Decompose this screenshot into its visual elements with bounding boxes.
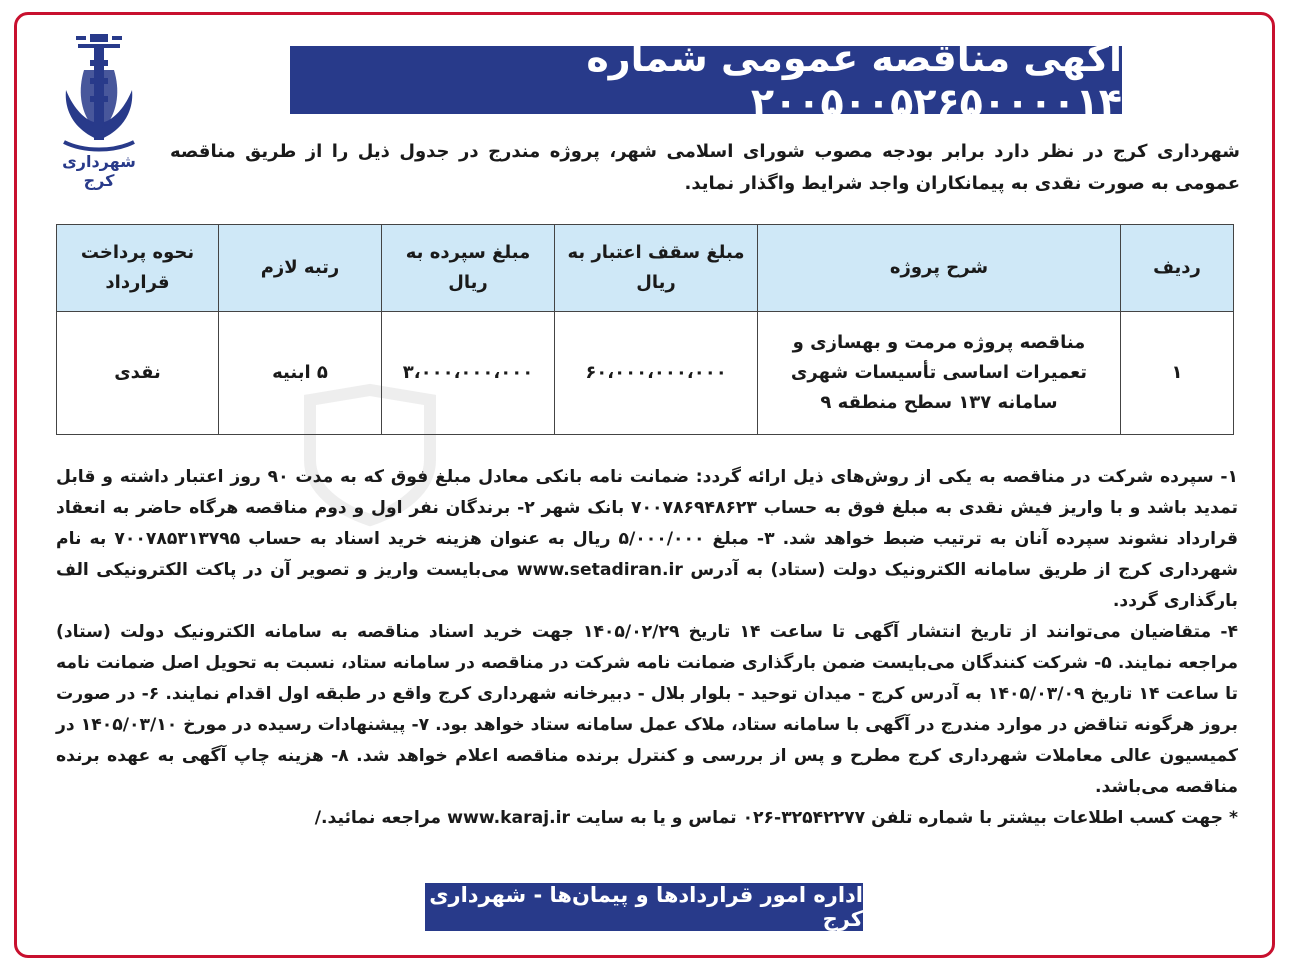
footer-department-label: اداره امور قراردادها و پیمان‌ها - شهرداری کرج [425,883,863,931]
intro-paragraph: شهرداری کرج در نظر دارد برابر بودجه مصوب شورای اسلامی شهر، پروژه مندرج در جدول ذیل را از طریق مناقصه عمومی به صورت نقدی به پیمانکاران واجد شرایط واگذار نماید. [170,141,1240,194]
table-row [57,312,1234,435]
projects-table [56,224,1234,435]
contact-note: * جهت کسب اطلاعات بیشتر با شماره تلفن ۳۲۵۴۲۲۷۷-۰۲۶ تماس و یا به سایت www.karaj.ir مراجعه نمائید./ [314,808,1238,828]
table-header-row [57,225,1234,312]
header-row-number: ردیف [1121,225,1234,312]
cell-row-number: ۱ [1121,312,1234,435]
cell-credit-ceiling: ۶۰،۰۰۰،۰۰۰،۰۰۰ [555,312,758,435]
header-credit-ceiling: مبلغ سقف اعتبار به ریال [555,225,758,312]
conditions-paragraph-2: ۴- متقاضیان می‌توانند از تاریخ انتشار آگهی تا ساعت ۱۴ تاریخ ۱۴۰۵/۰۲/۲۹ جهت خرید اسناد مناقصه به سامانه الکترونیک دولت (ستاد) مراجعه نمایند. ۵- شرکت کنندگان می‌بایست ضمن بارگذاری ضمانت نامه شرکت در مناقصه در سامانه ستاد، نسبت به تحویل اصل ضمانت نامه تا ساعت ۱۴ تاریخ ۱۴۰۵/۰۳/۰۹ به آدرس کرج - میدان توحید - بلوار بلال - دبیرخانه شهرداری کرج واقع در طبقه اول اقدام نمایند. ۶- در صورت بروز هرگونه تناقض در موارد مندرج در آگهی با سامانه ستاد، ملاک عمل سامانه ستاد خواهد بود. ۷- پیشنهادات رسیده در مورخ ۱۴۰۵/۰۳/۱۰ در کمیسیون عالی معاملات شهرداری کرج مطرح و پس از بررسی و کنترل برنده مناقصه اعلام خواهد شد. ۸- هزینه چاپ آگهی به عهده برنده مناقصه می‌باشد. [56,622,1238,797]
header-payment-method: نحوه پرداخت قرارداد [57,225,219,312]
cell-required-rank: ۵ ابنیه [219,312,382,435]
cell-project-description: مناقصه پروژه مرمت و بهسازی و تعمیرات اساسی تأسیسات شهری سامانه ۱۳۷ سطح منطقه ۹ [758,312,1121,435]
conditions-text [56,462,1238,834]
cell-payment-method: نقدی [57,312,219,435]
header-deposit-amount: مبلغ سپرده به ریال [382,225,555,312]
header-required-rank: رتبه لازم [219,225,382,312]
header-project-description: شرح پروژه [758,225,1121,312]
cell-deposit-amount: ۳،۰۰۰،۰۰۰،۰۰۰ [382,312,555,435]
notice-title: آگهی مناقصه عمومی شماره ۲۰۰۵۰۰۵۲۶۵۰۰۰۰۱۴ [290,46,1122,114]
logo-caption: شهرداری کرج [62,152,136,190]
conditions-paragraph-1: ۱- سپرده شرکت در مناقصه به یکی از روش‌های ذیل ارائه گردد: ضمانت نامه بانکی معادل مبلغ فوق که به مدت ۹۰ روز اعتبار داشته و قابل تمدید باشد و با واریز فیش نقدی به مبلغ فوق به حساب ۷۰۰۷۸۶۹۴۸۶۲۳ بانک شهر ۲- برندگان نفر اول و دوم مناقصه هرگاه حاضر به انعقاد قرارداد نشوند سپرده آنان به ترتیب ضبط خواهد شد. ۳- مبلغ ۵/۰۰۰/۰۰۰ ریال به عنوان هزینه خرید اسناد به حساب ۷۰۰۷۸۵۳۱۳۷۹۵ به نام شهرداری کرج از طریق سامانه الکترونیک دولت (ستاد) به آدرس www.setadiran.ir می‌بایست واریز و تصویر آن در پاکت الکترونیکی الف بارگذاری گردد. [56,467,1238,611]
